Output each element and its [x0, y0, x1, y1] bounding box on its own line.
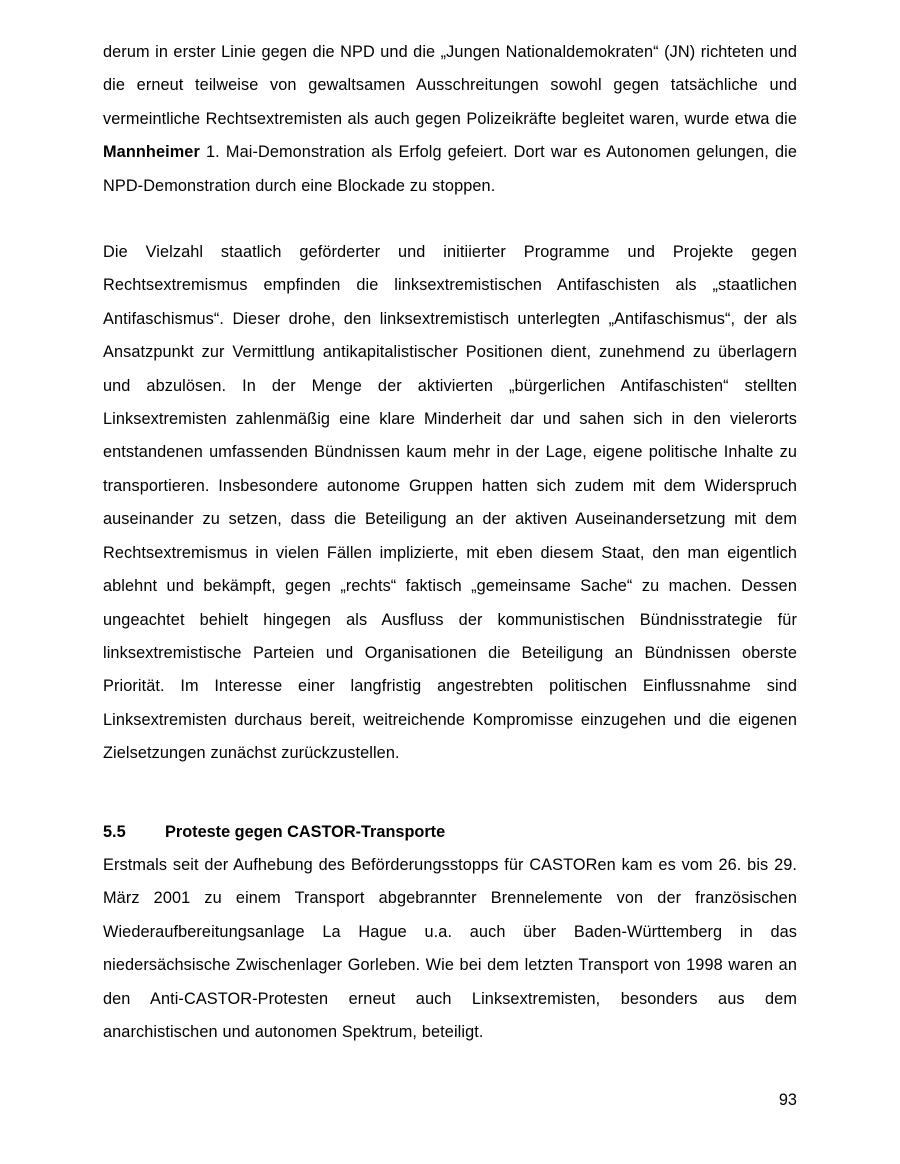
section-body-paragraph: Erstmals seit der Aufhebung des Beförderungsstopps für CASTORen kam es vom 26. bis 29. März 2001 zu einem Transport abgebrannter Brennelemente von der französischen Wiederaufbereitungsanlage La Hague u.a. auch über Baden-Württemberg in das niedersächsische Zwischenlager Gorleben. Wie bei dem letzten Transport von 1998 waren an den Anti-CASTOR-Protesten erneut auch Linksextremisten, besonders aus dem anarchistischen und autonomen Spektrum, beteiligt. [103, 855, 797, 1041]
paragraph-2 [103, 236, 797, 771]
page-number: 93 [778, 1091, 797, 1109]
paragraph-1-bold-term: Mannheimer [103, 143, 200, 162]
page-content [103, 36, 797, 1049]
paragraph-1-segment-3: 1. Mai-Demonstration als Erfolg gefeiert. Dort war es Autonomen gelungen, die NPD-Demonstration durch eine Blockade zu stoppen. [103, 143, 797, 195]
section-title: Proteste gegen CASTOR-Transporte [165, 822, 446, 841]
section-heading [103, 816, 797, 849]
paragraph-2-text: Die Vielzahl staatlich geförderter und initiierter Programme und Projekte gegen Rechtsextremismus empfinden die linksextremistischen Antifaschisten als „staatlichen Antifaschismus“. Dieser drohe, den linksextremistisch unterlegten „Antifaschismus“, der als Ansatzpunkt zur Vermittlung antikapitalistischer Positionen dient, zunehmend zu überlagern und abzulösen. In der Menge der aktivierten „bürgerlichen Antifaschisten“ stellten Linksextremisten zahlenmäßig eine klare Minderheit dar und sahen sich in den vielerorts entstandenen umfassenden Bündnissen kaum mehr in der Lage, eigene politische Inhalte zu transportieren. Insbesondere autonome Gruppen hatten sich zudem mit dem Widerspruch auseinander zu setzen, dass die Beteiligung an der aktiven Auseinandersetzung mit dem Rechtsextremismus in vielen Fällen implizierte, mit eben diesem Staat, den man eigentlich ablehnt und bekämpft, gegen „rechts“ faktisch „gemeinsame Sache“ zu machen. Dessen ungeachtet behielt hingegen als Ausfluss der kommunistischen Bündnisstrategie für linksextremistische Parteien und Organisationen die Beteiligung an Bündnissen oberste Priorität. Im Interesse einer langfristig angestrebten politischen Einflussnahme sind Linksextremisten durchaus bereit, weitreichende Kompromisse einzugehen und die eigenen Zielsetzungen zunächst zurückzustellen. [103, 243, 797, 763]
section-number: 5.5 [103, 822, 126, 841]
paragraph-1-segment-1: derum in erster Linie gegen die NPD und die „Jungen Nationaldemokraten“ (JN) richteten und die erneut teilweise von gewaltsamen Ausschreitungen sowohl gegen tatsächliche und vermeintliche Rechtsextremisten als auch gegen Polizeikräfte begleitet waren, wurde etwa die [103, 43, 797, 128]
paragraph-continued [103, 36, 797, 203]
